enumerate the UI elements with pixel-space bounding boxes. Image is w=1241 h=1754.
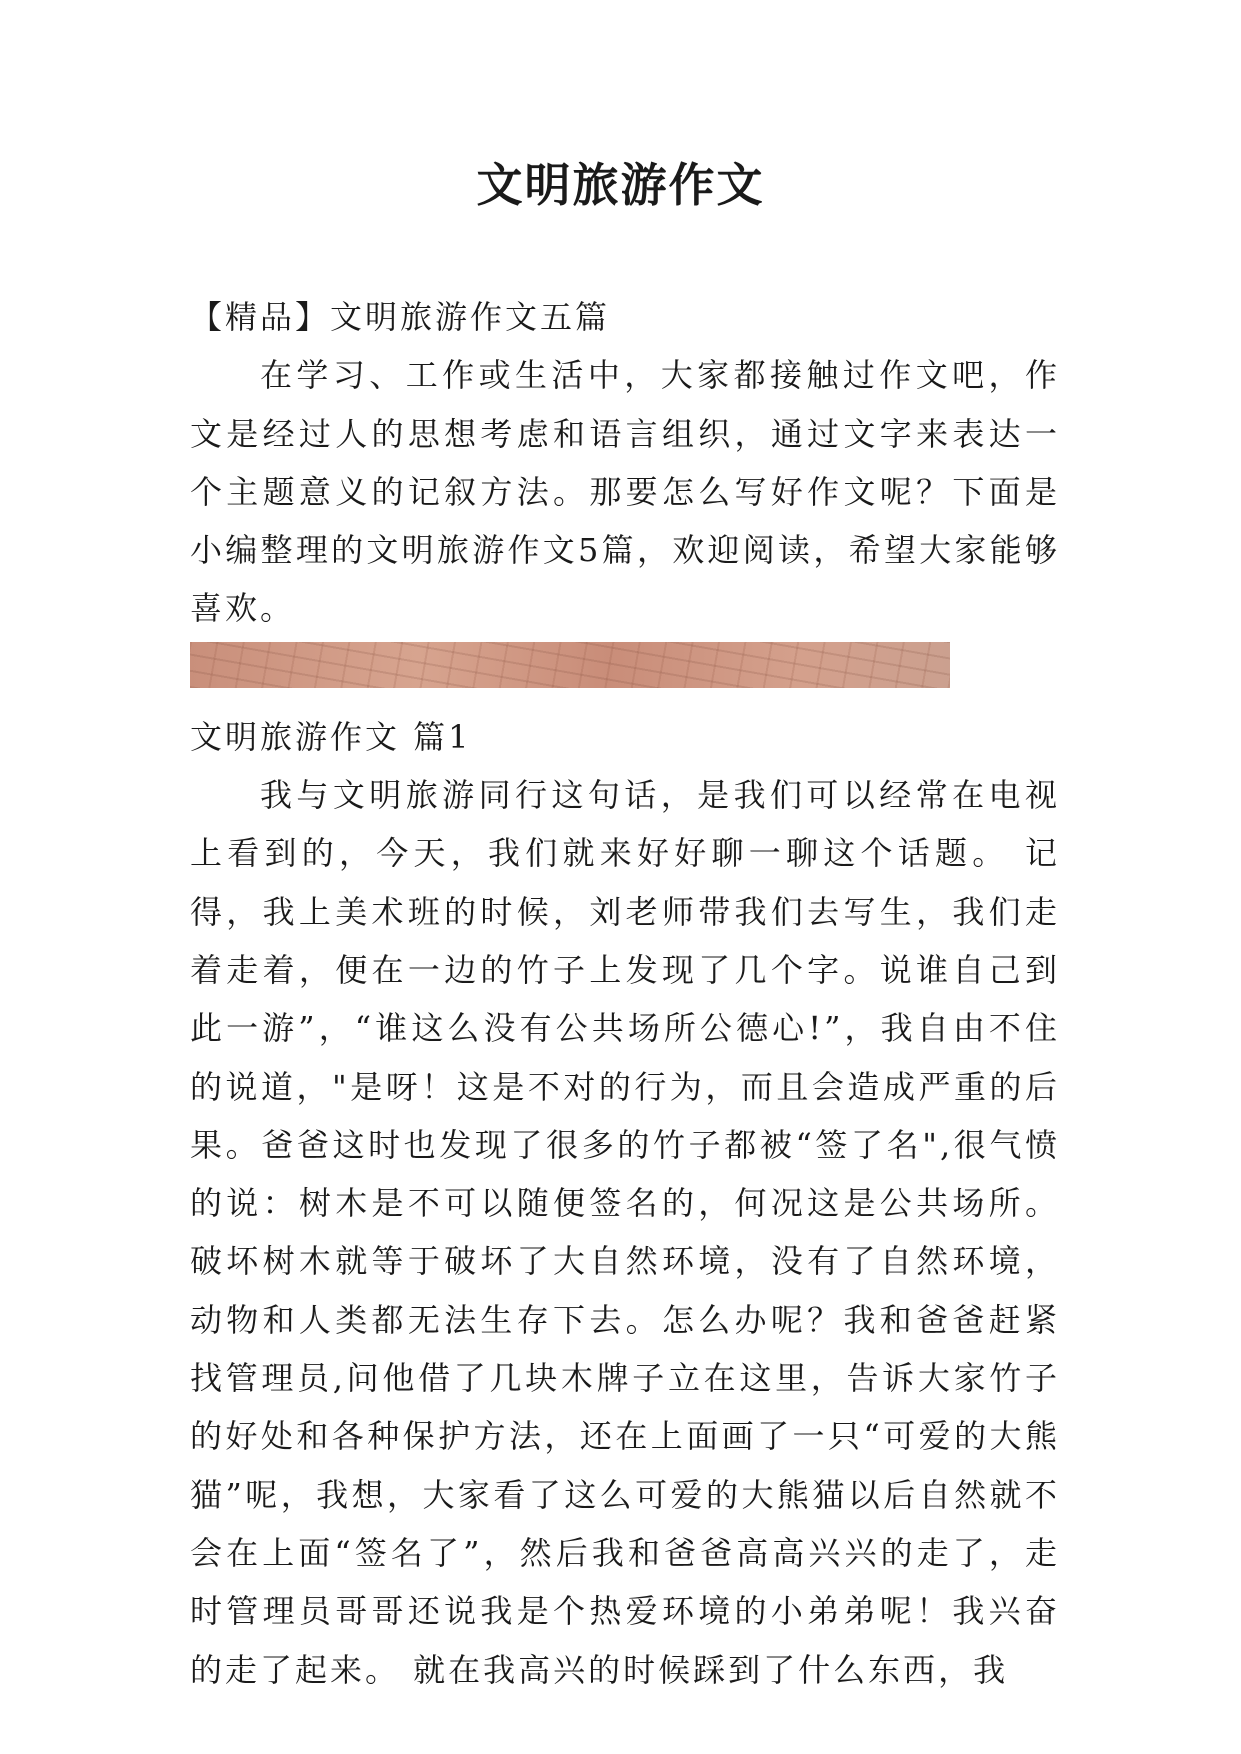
document-title: 文明旅游作文 bbox=[476, 158, 765, 212]
document-subtitle: 【精品】文明旅游作文五篇 bbox=[190, 298, 611, 336]
section-body-paragraph: 我与文明旅游同行这句话，是我们可以经常在电视上看到的，今天，我们就来好好聊一聊这个话题。 记得，我上美术班的时候，刘老师带我们去写生，我们走着走着，便在一边的竹子上发现了几个字。说谁自己到此一游”，“谁这么没有公共场所公德心!”，我自由不住的说道，"是呀！这是不对的行为，而且会造成严重的后果。爸爸这时也发现了很多的竹子都被“签了名",很气愤的说：树木是不可以随便签名的，何况这是公共场所。破坏树木就等于破坏了大自然环境，没有了自然环境，动物和人类都无法生存下去。怎么办呢？我和爸爸赶紧找管理员,问他借了几块木牌子立在这里，告诉大家竹子的好处和各种保护方法，还在上面画了一只“可爱的大熊猫”呢，我想，大家看了这么可爱的大熊猫以后自然就不会在上面“签名了”，然后我和爸爸高高兴兴的走了，走时管理员哥哥还说我是个热爱环境的小弟弟呢！我兴奋的走了起来。 就在我高兴的时候踩到了什么东西，我 bbox=[190, 776, 1060, 1689]
decorative-photo-strip bbox=[190, 642, 950, 688]
section-heading: 文明旅游作文 篇1 bbox=[190, 717, 472, 756]
intro-paragraph: 在学习、工作或生活中，大家都接触过作文吧，作文是经过人的思想考虑和语言组织，通过文字来表达一个主题意义的记叙方法。那要怎么写好作文呢？下面是小编整理的文明旅游作文5篇，欢迎阅读，希望大家能够喜欢。 bbox=[190, 356, 1060, 628]
document-body bbox=[190, 288, 1060, 1699]
